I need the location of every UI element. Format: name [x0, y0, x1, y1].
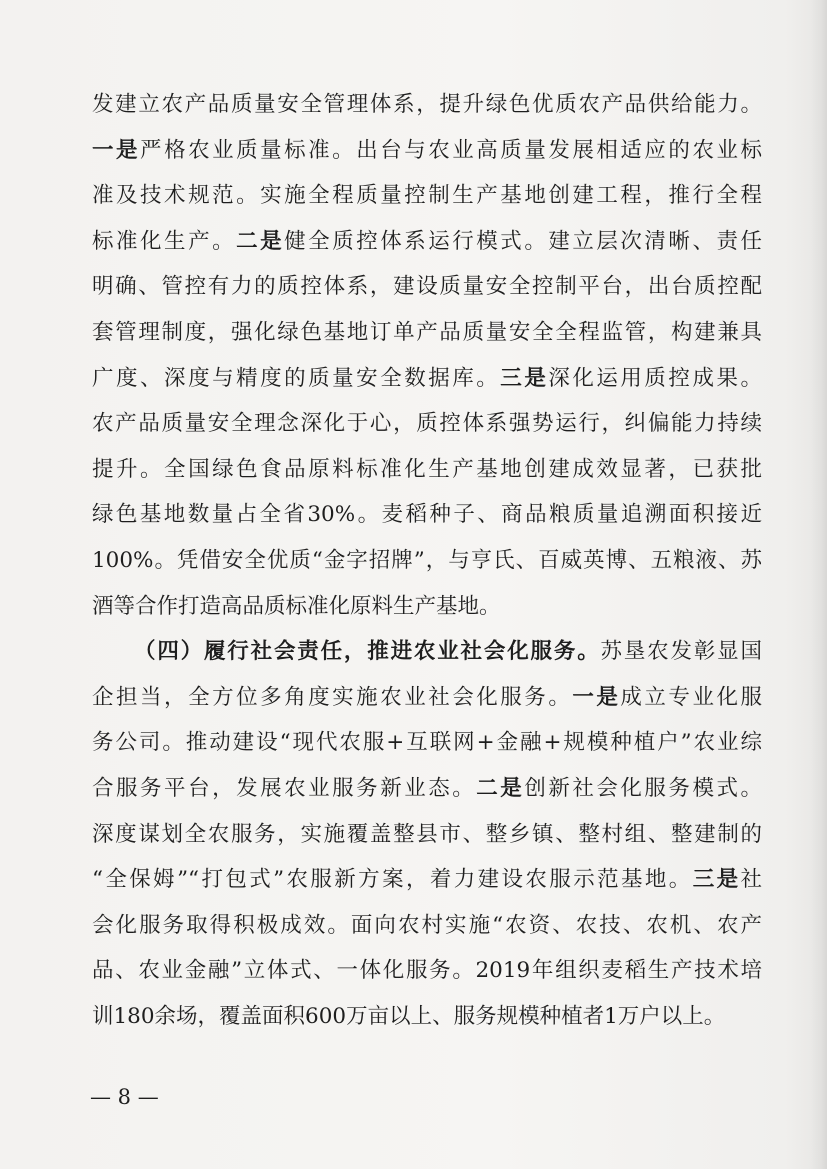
text-run: 品、农业金融”立体式、一体化服务。2019年组织麦稻生产技术培 — [92, 958, 762, 984]
text-line — [92, 766, 762, 812]
text-run: 农产品质量安全理念深化于心，质控体系强势运行，纠偏能力持续 — [92, 411, 762, 437]
text-run: 合服务平台，发展农业服务新业态。 — [92, 775, 477, 801]
text-run: 标准化生产。 — [92, 228, 237, 254]
text-run: 深化运用质控成果。 — [548, 365, 762, 391]
text-run: 提升。全国绿色食品原料标准化生产基地创建成效显著，已获批 — [92, 456, 762, 482]
text-line — [92, 675, 762, 721]
bold-lead-in: 一是 — [92, 137, 141, 163]
text-line — [92, 264, 762, 310]
text-line — [92, 948, 762, 994]
paragraph-social-services — [92, 629, 762, 1039]
text-run: 酒等合作打造高品质标准化原料生产基地。 — [92, 593, 501, 619]
text-run: 企担当，全方位多角度实施农业社会化服务。 — [92, 684, 573, 710]
text-line — [92, 538, 762, 584]
body-text — [92, 82, 762, 1039]
text-run: “全保姆”“打包式”农服新方案，着力建设农服示范基地。 — [92, 867, 693, 893]
text-run: 严格农业质量标准。出台与农业高质量发展相适应的农业标 — [140, 137, 762, 163]
text-line — [92, 903, 762, 949]
text-line — [92, 310, 762, 356]
text-run: 会化服务取得积极成效。面向农村实施“农资、农技、农机、农产 — [92, 912, 762, 938]
text-line — [92, 82, 762, 128]
text-run: 绿色基地数量占全省30%。麦稻种子、商品粮质量追溯面积接近 — [92, 502, 762, 528]
text-run: 苏垦农发彰显国 — [600, 639, 762, 665]
text-line — [92, 356, 762, 402]
text-run: 发建立农产品质量安全管理体系，提升绿色优质农产品供给能力。 — [92, 92, 762, 117]
text-line — [92, 857, 762, 903]
text-run: 训180余场，覆盖面积600万亩以上、服务规模种植者1万户以上。 — [92, 1003, 726, 1029]
bold-lead-in: 二是 — [236, 228, 285, 254]
text-run: 明确、管控有力的质控体系，建设质量安全控制平台，出台质控配 — [92, 274, 762, 300]
text-line — [92, 173, 762, 219]
text-run: 社 — [740, 867, 762, 893]
bold-lead-in: 一是 — [572, 684, 621, 710]
bold-lead-in: 二是 — [476, 775, 525, 801]
text-line — [92, 401, 762, 447]
text-line — [92, 128, 762, 174]
text-line — [92, 584, 762, 630]
text-run: 深度谋划全农服务，实施覆盖整县市、整乡镇、整村组、整建制的 — [92, 821, 762, 847]
text-run: 套管理制度，强化绿色基地订单产品质量安全全程监管，构建兼具 — [92, 319, 762, 345]
text-line — [92, 720, 762, 766]
text-run: 务公司。推动建设“现代农服+互联网+金融+规模种植户”农业综 — [92, 730, 762, 756]
text-line — [92, 629, 762, 675]
text-run: 健全质控体系运行模式。建立层次清晰、责任 — [284, 228, 762, 254]
text-line — [92, 219, 762, 265]
text-run: 广度、深度与精度的质量安全数据库。 — [92, 365, 501, 391]
bold-lead-in: 三是 — [500, 365, 549, 391]
text-line — [92, 994, 762, 1040]
text-line — [92, 492, 762, 538]
section-heading: （四）履行社会责任，推进农业社会化服务。 — [134, 639, 601, 665]
text-line — [92, 812, 762, 858]
text-run: 成立专业化服 — [620, 684, 762, 710]
paragraph-quality-management — [92, 82, 762, 629]
text-line — [92, 447, 762, 493]
text-run: 创新社会化服务模式。 — [524, 775, 762, 801]
text-run: 100%。凭借安全优质“金字招牌”，与亨氏、百威英博、五粮液、苏 — [92, 547, 762, 573]
page-edge-shadow — [811, 0, 827, 1169]
page-number: — 8 — — [90, 1085, 159, 1109]
bold-lead-in: 三是 — [692, 867, 741, 893]
text-run: 准及技术规范。实施全程质量控制生产基地创建工程，推行全程 — [92, 183, 762, 209]
